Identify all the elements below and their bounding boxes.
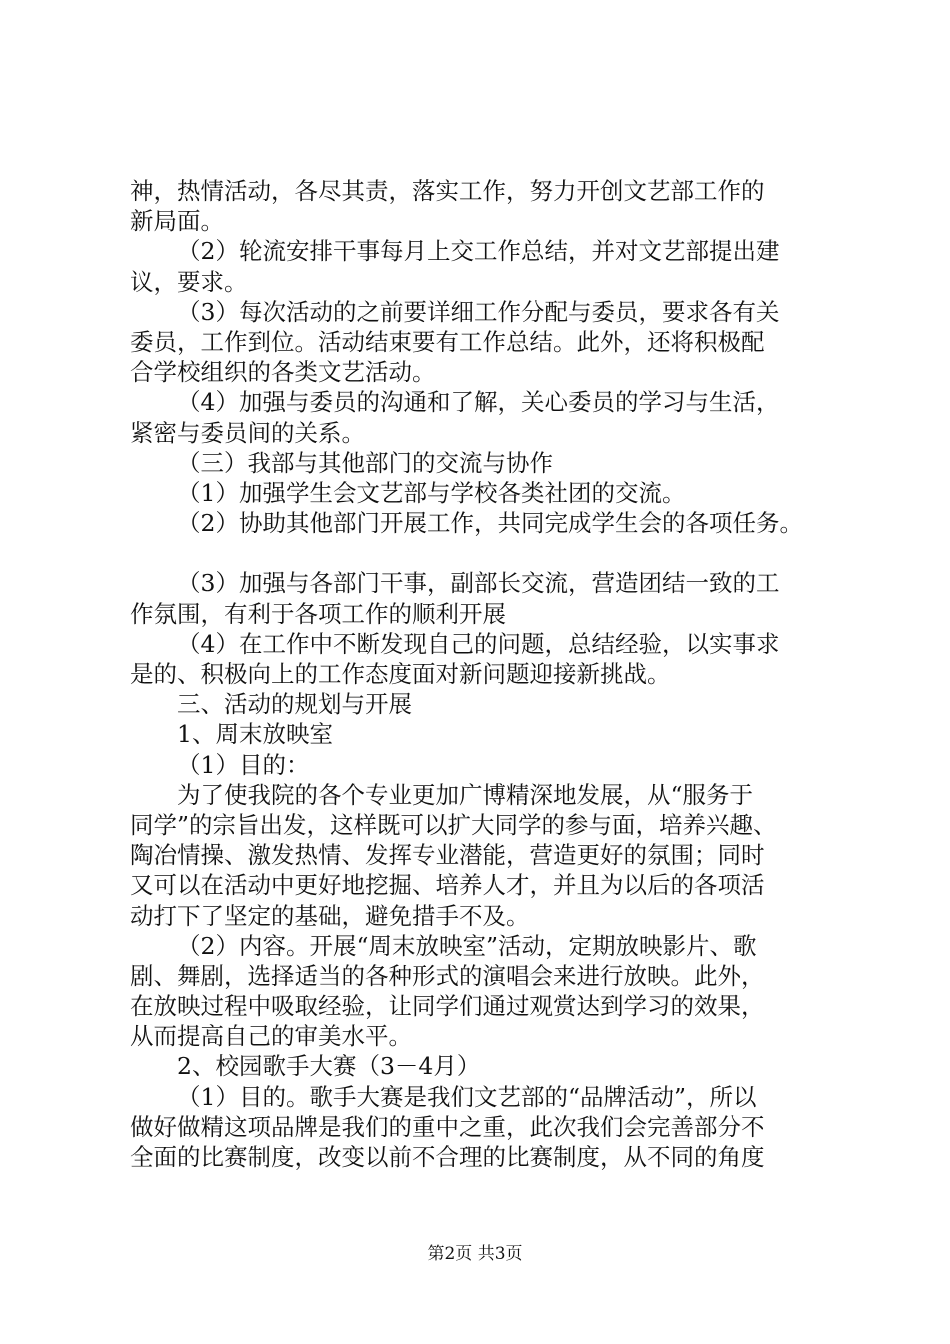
text-line: 为了使我院的各个专业更加广博精深地发展，从“服务于	[177, 780, 754, 809]
text-line: 新局面。	[130, 207, 224, 236]
text-line: 合学校组织的各类文艺活动。	[130, 358, 436, 387]
text-line: 是的、积极向上的工作态度面对新问题迎接新挑战。	[130, 660, 671, 688]
text-line: 在放映过程中吸取经验，让同学们通过观赏达到学习的效果，	[130, 992, 765, 1021]
text-line: 同学”的宗旨出发，这样既可以扩大同学的参与面，培养兴趣、	[130, 810, 777, 839]
text-line: 陶冶情操、激发热情、发挥专业潜能，营造更好的氛围；同时	[130, 841, 765, 870]
subsection-heading: 2、校园歌手大赛（3－4月）	[177, 1052, 481, 1081]
text-line: （1）目的：	[177, 750, 310, 779]
document-body	[130, 176, 840, 1172]
text-line: （2）内容。开展“周末放映室”活动，定期放映影片、歌	[177, 931, 757, 960]
page-footer	[0, 1243, 950, 1265]
section-heading: （三）我部与其他部门的交流与协作	[177, 448, 553, 477]
blank-line	[130, 538, 840, 568]
text-line: 又可以在活动中更好地挖掘、培养人才，并且为以后的各项活	[130, 871, 765, 900]
page-number: 第2页 共3页	[427, 1244, 523, 1264]
text-line: 委员，工作到位。活动结束要有工作总结。此外，还将积极配	[130, 327, 765, 356]
section-heading: 三、活动的规划与开展	[177, 690, 412, 719]
subsection-heading: 1、周末放映室	[177, 720, 333, 749]
text-line: 神，热情活动，各尽其责，落实工作，努力开创文艺部工作的	[130, 177, 765, 205]
text-line: （1）目的。歌手大赛是我们文艺部的“品牌活动”，所以	[177, 1082, 757, 1111]
text-line: 全面的比赛制度，改变以前不合理的比赛制度，从不同的角度	[130, 1143, 765, 1171]
text-line: 做好做精这项品牌是我们的重中之重，此次我们会完善部分不	[130, 1112, 765, 1141]
text-line: 作氛围，有利于各项工作的顺利开展	[130, 599, 506, 628]
text-line: （3）加强与各部门干事，副部长交流，营造团结一致的工	[177, 569, 780, 598]
text-line: （3）每次活动的之前要详细工作分配与委员，要求各有关	[177, 297, 780, 326]
text-line: 从而提高自己的审美水平。	[130, 1022, 412, 1051]
text-line: 动打下了坚定的基础，避免措手不及。	[130, 901, 530, 930]
text-line: （2）轮流安排干事每月上交工作总结，并对文艺部提出建	[177, 237, 780, 266]
text-line: （1）加强学生会文艺部与学校各类社团的交流。	[177, 478, 686, 507]
text-line: （4）在工作中不断发现自己的问题，总结经验，以实事求	[177, 629, 780, 658]
text-line: （4）加强与委员的沟通和了解，关心委员的学习与生活，	[177, 388, 780, 417]
text-line: 紧密与委员间的关系。	[130, 418, 365, 447]
text-line: （2）协助其他部门开展工作，共同完成学生会的各项任务。	[177, 509, 803, 538]
text-line: 议，要求。	[130, 267, 248, 296]
text-line: 剧、舞剧，选择适当的各种形式的演唱会来进行放映。此外，	[130, 961, 765, 990]
